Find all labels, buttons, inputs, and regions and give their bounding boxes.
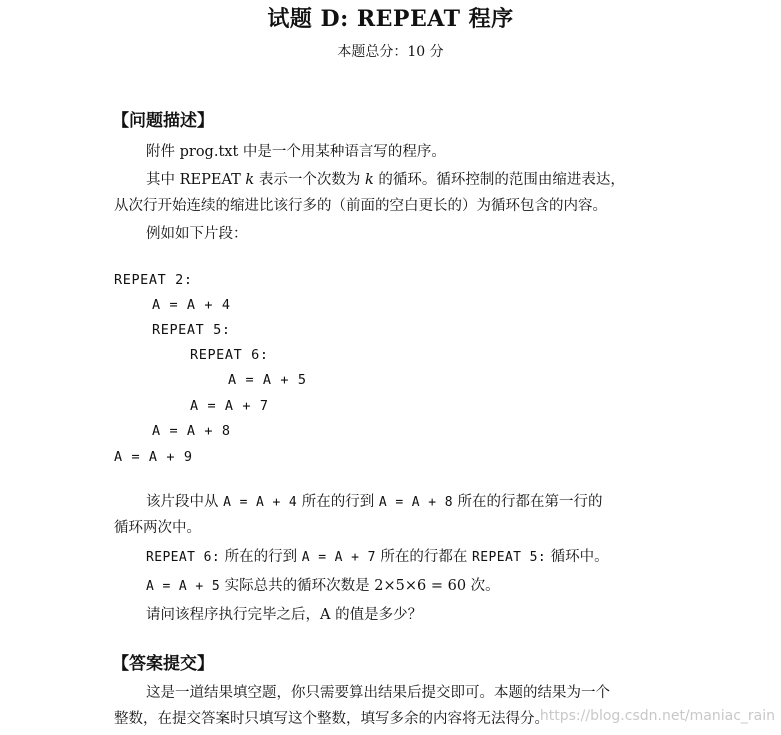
code-line: A = A + 9: [114, 449, 193, 465]
var-k: k: [364, 172, 374, 188]
answer-heading: 【答案提交】: [112, 654, 214, 674]
text-segment: 所在的行到: [297, 494, 379, 510]
paragraph-repeat-def-cont: 从次行开始连续的缩进比该行多的（前面的空白更长的）为循环包含的内容。: [114, 198, 607, 214]
var-k: k: [245, 172, 255, 188]
score-line: 本题总分：10 分: [337, 44, 444, 60]
text-segment: 实际总共的循环次数是 2×5×6 = 60 次。: [220, 578, 500, 594]
inline-code: A = A + 7: [301, 550, 376, 565]
code-line: A = A + 8: [152, 423, 231, 439]
answer-paragraph-line1: 这是一道结果填空题，你只需要算出结果后提交即可。本题的结果为一个: [146, 685, 610, 701]
inline-code: A = A + 5: [146, 579, 221, 594]
text-segment: 所在的行到: [220, 549, 302, 565]
text-segment: 表示一个次数为: [254, 172, 365, 188]
inline-code: REPEAT 6:: [146, 550, 221, 565]
code-line: REPEAT 6:: [190, 347, 269, 363]
inline-code: A = A + 8: [378, 495, 453, 510]
code-line: REPEAT 5:: [152, 322, 231, 338]
paragraph-explanation-1-cont: 循环两次中。: [114, 520, 201, 536]
problem-heading: 【问题描述】: [112, 111, 214, 131]
paragraph-explanation-3: [146, 576, 500, 597]
code-line: A = A + 7: [190, 398, 269, 414]
text-segment: 循环中。: [546, 549, 609, 565]
document-title: 试题 D: REPEAT 程序: [267, 6, 514, 32]
question-text: 请问该程序执行完毕之后，A 的值是多少？: [146, 607, 423, 623]
text-segment: 其中 REPEAT: [146, 172, 246, 188]
paragraph-repeat-def: [146, 170, 625, 190]
paragraph-explanation-1: [146, 492, 603, 513]
text-segment: 该片段中从: [146, 494, 224, 510]
paragraph-example-intro: 例如如下片段：: [146, 226, 248, 242]
code-line: A = A + 5: [228, 372, 307, 388]
code-line: REPEAT 2:: [114, 272, 193, 288]
answer-paragraph-line2: 整数，在提交答案时只填写这个整数，填写多余的内容将无法得分。: [114, 711, 549, 727]
inline-code: A = A + 4: [223, 495, 298, 510]
paragraph-explanation-2: [146, 547, 609, 568]
paragraph-attachment: 附件 prog.txt 中是一个用某种语言写的程序。: [146, 144, 446, 160]
inline-code: REPEAT 5:: [472, 550, 547, 565]
text-segment: 的循环。循环控制的范围由缩进表达，: [373, 172, 625, 188]
code-line: A = A + 4: [152, 297, 231, 313]
text-segment: 所在的行都在: [375, 549, 473, 565]
watermark-url: https://blog.csdn.net/maniac_rain: [539, 708, 775, 724]
text-segment: 所在的行都在第一行的: [452, 494, 603, 510]
